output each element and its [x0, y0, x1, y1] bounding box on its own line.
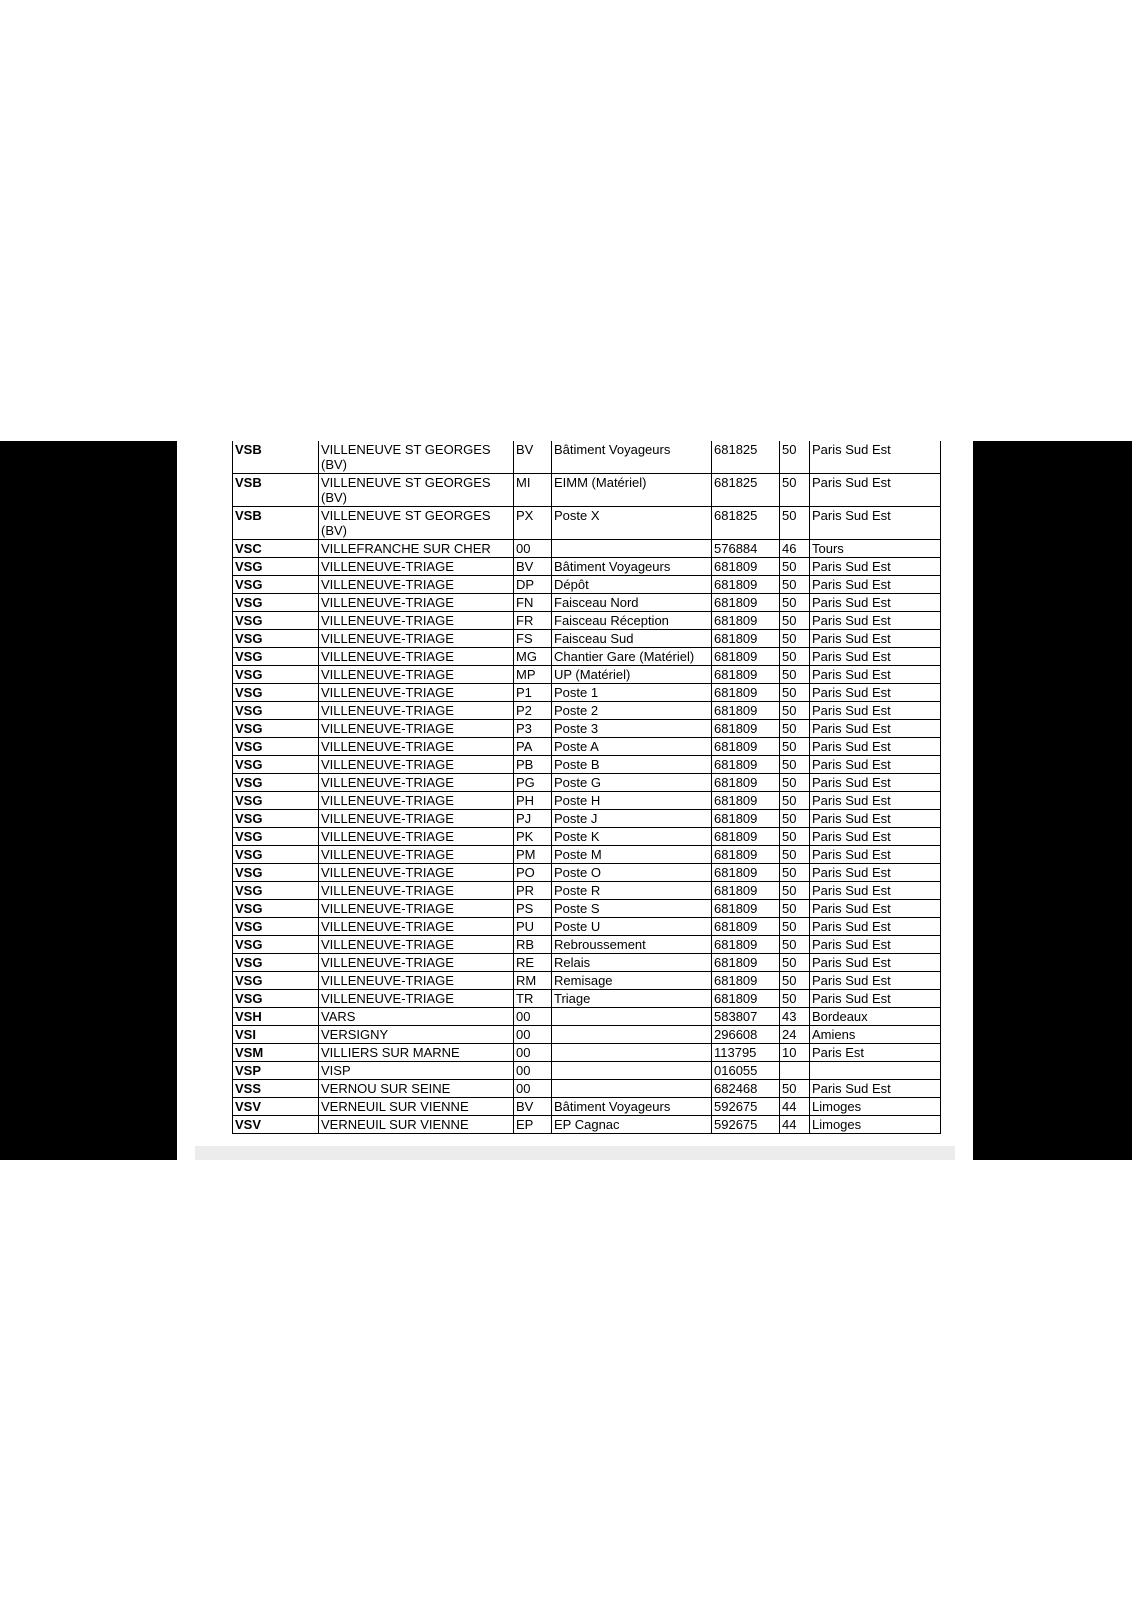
cell-region: Paris Sud Est: [810, 900, 941, 918]
cell-label: Triage: [552, 990, 712, 1008]
cell-label: [552, 1062, 712, 1080]
cell-sub-code: PO: [514, 864, 552, 882]
cell-station-name: VERSIGNY: [319, 1026, 514, 1044]
cell-region-code: 50: [780, 864, 810, 882]
cell-region: Paris Sud Est: [810, 846, 941, 864]
table-row: [233, 738, 941, 756]
table-row: [233, 612, 941, 630]
cell-station-name: VILLENEUVE-TRIAGE: [319, 684, 514, 702]
cell-station-name: VILLENEUVE-TRIAGE: [319, 990, 514, 1008]
cell-sub-code: BV: [514, 558, 552, 576]
cell-station-name: VILLENEUVE-TRIAGE: [319, 828, 514, 846]
cell-code: VSG: [233, 720, 319, 738]
cell-sub-code: PM: [514, 846, 552, 864]
cell-region-code: 50: [780, 738, 810, 756]
cell-number: 681809: [712, 954, 780, 972]
cell-region: Paris Sud Est: [810, 990, 941, 1008]
cell-station-name: VILLIERS SUR MARNE: [319, 1044, 514, 1062]
cell-region-code: 44: [780, 1116, 810, 1134]
cell-region: Paris Sud Est: [810, 702, 941, 720]
cell-region-code: 50: [780, 720, 810, 738]
cell-station-name: VILLENEUVE-TRIAGE: [319, 882, 514, 900]
cell-sub-code: 00: [514, 1044, 552, 1062]
cell-region: Paris Sud Est: [810, 630, 941, 648]
cell-sub-code: RB: [514, 936, 552, 954]
cell-code: VSG: [233, 702, 319, 720]
cell-code: VSC: [233, 540, 319, 558]
cell-code: VSG: [233, 558, 319, 576]
cell-sub-code: PJ: [514, 810, 552, 828]
cell-number: 592675: [712, 1098, 780, 1116]
cell-region-code: 50: [780, 666, 810, 684]
cell-number: 681809: [712, 720, 780, 738]
cell-sub-code: MP: [514, 666, 552, 684]
table-row: [233, 864, 941, 882]
table-row: [233, 540, 941, 558]
cell-number: 681809: [712, 918, 780, 936]
table-row: [233, 828, 941, 846]
cell-station-name: VILLENEUVE-TRIAGE: [319, 558, 514, 576]
cell-label: Bâtiment Voyageurs: [552, 1098, 712, 1116]
cell-region: Paris Sud Est: [810, 756, 941, 774]
cell-label: Poste J: [552, 810, 712, 828]
cell-region: Paris Sud Est: [810, 972, 941, 990]
cell-code: VSV: [233, 1098, 319, 1116]
cell-region-code: 50: [780, 576, 810, 594]
cell-code: VSG: [233, 828, 319, 846]
cell-number: 681809: [712, 936, 780, 954]
table-row: [233, 630, 941, 648]
cell-code: VSG: [233, 918, 319, 936]
cell-label: Poste A: [552, 738, 712, 756]
cell-number: 296608: [712, 1026, 780, 1044]
table-row: [233, 558, 941, 576]
cell-code: VSG: [233, 738, 319, 756]
cell-sub-code: PX: [514, 507, 552, 540]
cell-sub-code: P1: [514, 684, 552, 702]
cell-sub-code: PA: [514, 738, 552, 756]
cell-station-name: VILLENEUVE-TRIAGE: [319, 738, 514, 756]
cell-code: VSG: [233, 630, 319, 648]
cell-station-name: VILLENEUVE-TRIAGE: [319, 954, 514, 972]
cell-sub-code: RE: [514, 954, 552, 972]
cell-station-name: VILLENEUVE-TRIAGE: [319, 810, 514, 828]
cell-sub-code: PR: [514, 882, 552, 900]
cell-code: VSB: [233, 474, 319, 507]
cell-region-code: 50: [780, 774, 810, 792]
cell-region-code: 50: [780, 612, 810, 630]
cell-sub-code: 00: [514, 1080, 552, 1098]
cell-sub-code: PS: [514, 900, 552, 918]
cell-label: Remisage: [552, 972, 712, 990]
cell-region-code: 50: [780, 900, 810, 918]
cell-region: Paris Sud Est: [810, 864, 941, 882]
cell-code: VSG: [233, 666, 319, 684]
table-row: [233, 774, 941, 792]
table-row: [233, 702, 941, 720]
table-row: [233, 1008, 941, 1026]
cell-region: Paris Sud Est: [810, 738, 941, 756]
cell-region: Paris Sud Est: [810, 666, 941, 684]
cell-number: 681809: [712, 666, 780, 684]
cell-region-code: 50: [780, 990, 810, 1008]
cell-label: Bâtiment Voyageurs: [552, 558, 712, 576]
table-body: [233, 441, 941, 1134]
cell-region-code: 50: [780, 702, 810, 720]
cell-number: 682468: [712, 1080, 780, 1098]
cell-number: 681825: [712, 507, 780, 540]
cell-code: VSG: [233, 864, 319, 882]
cell-station-name: VILLENEUVE-TRIAGE: [319, 918, 514, 936]
cell-label: Poste R: [552, 882, 712, 900]
cell-label: [552, 1008, 712, 1026]
cell-label: [552, 1026, 712, 1044]
cell-label: Relais: [552, 954, 712, 972]
cell-region-code: 50: [780, 882, 810, 900]
cell-label: Poste U: [552, 918, 712, 936]
cell-station-name: VILLENEUVE-TRIAGE: [319, 900, 514, 918]
cell-station-name: VERNEUIL SUR VIENNE: [319, 1116, 514, 1134]
cell-label: Poste B: [552, 756, 712, 774]
cell-sub-code: P2: [514, 702, 552, 720]
cell-region-code: 50: [780, 828, 810, 846]
table-row: [233, 576, 941, 594]
cell-station-name: VILLENEUVE-TRIAGE: [319, 648, 514, 666]
cell-station-name: VILLEFRANCHE SUR CHER: [319, 540, 514, 558]
cell-number: 681809: [712, 612, 780, 630]
table-row: [233, 1026, 941, 1044]
cell-region-code: 43: [780, 1008, 810, 1026]
cell-sub-code: PG: [514, 774, 552, 792]
table-row: [233, 684, 941, 702]
cell-region-code: 50: [780, 972, 810, 990]
cell-number: 681809: [712, 648, 780, 666]
cell-region: Amiens: [810, 1026, 941, 1044]
table-row: [233, 882, 941, 900]
cell-code: VSG: [233, 684, 319, 702]
cell-region-code: 50: [780, 1080, 810, 1098]
table-row: [233, 648, 941, 666]
cell-sub-code: 00: [514, 540, 552, 558]
cell-station-name: VILLENEUVE-TRIAGE: [319, 936, 514, 954]
cell-label: Poste X: [552, 507, 712, 540]
cell-code: VSI: [233, 1026, 319, 1044]
cell-sub-code: 00: [514, 1062, 552, 1080]
cell-code: VSG: [233, 846, 319, 864]
cell-region: Paris Sud Est: [810, 936, 941, 954]
cell-station-name: VILLENEUVE-TRIAGE: [319, 756, 514, 774]
cell-number: 681809: [712, 810, 780, 828]
cell-code: VSG: [233, 792, 319, 810]
cell-station-name: VILLENEUVE-TRIAGE: [319, 576, 514, 594]
cell-label: Poste G: [552, 774, 712, 792]
cell-station-name: VILLENEUVE ST GEORGES (BV): [319, 474, 514, 507]
cell-region-code: 24: [780, 1026, 810, 1044]
cell-code: VSG: [233, 810, 319, 828]
cell-region: Paris Sud Est: [810, 558, 941, 576]
cell-number: 681809: [712, 558, 780, 576]
cell-region-code: [780, 1062, 810, 1080]
cell-code: VSG: [233, 954, 319, 972]
table-row: [233, 810, 941, 828]
cell-region: Paris Sud Est: [810, 720, 941, 738]
cell-region-code: 50: [780, 507, 810, 540]
cell-station-name: VILLENEUVE-TRIAGE: [319, 612, 514, 630]
cell-label: Poste 2: [552, 702, 712, 720]
cell-sub-code: 00: [514, 1008, 552, 1026]
table-row: [233, 720, 941, 738]
cell-region-code: 50: [780, 630, 810, 648]
cell-number: 592675: [712, 1116, 780, 1134]
cell-region: Paris Sud Est: [810, 576, 941, 594]
cell-station-name: VILLENEUVE-TRIAGE: [319, 702, 514, 720]
table-row: [233, 918, 941, 936]
table-row: [233, 474, 941, 507]
cell-code: VSH: [233, 1008, 319, 1026]
table-row: [233, 792, 941, 810]
cell-number: 681809: [712, 864, 780, 882]
table-row: [233, 1116, 941, 1134]
cell-region: Paris Sud Est: [810, 507, 941, 540]
cell-region: Tours: [810, 540, 941, 558]
cell-region-code: 50: [780, 441, 810, 474]
cell-label: UP (Matériel): [552, 666, 712, 684]
cell-sub-code: PH: [514, 792, 552, 810]
cell-station-name: VARS: [319, 1008, 514, 1026]
cell-region: Paris Sud Est: [810, 882, 941, 900]
cell-region-code: 50: [780, 792, 810, 810]
cell-sub-code: BV: [514, 1098, 552, 1116]
cell-number: 681809: [712, 990, 780, 1008]
cell-number: 681809: [712, 828, 780, 846]
cell-region-code: 50: [780, 846, 810, 864]
cell-number: 016055: [712, 1062, 780, 1080]
cell-sub-code: PK: [514, 828, 552, 846]
cell-station-name: VILLENEUVE-TRIAGE: [319, 972, 514, 990]
scan-shadow: [195, 1146, 955, 1160]
cell-number: 681809: [712, 576, 780, 594]
cell-region-code: 50: [780, 810, 810, 828]
table-row: [233, 666, 941, 684]
cell-number: 681809: [712, 594, 780, 612]
cell-code: VSG: [233, 990, 319, 1008]
cell-station-name: VILLENEUVE ST GEORGES (BV): [319, 441, 514, 474]
cell-sub-code: TR: [514, 990, 552, 1008]
cell-station-name: VILLENEUVE-TRIAGE: [319, 594, 514, 612]
cell-code: VSG: [233, 612, 319, 630]
cell-region: Paris Sud Est: [810, 1080, 941, 1098]
cell-number: 113795: [712, 1044, 780, 1062]
table-row: [233, 1080, 941, 1098]
table-row: [233, 507, 941, 540]
cell-region-code: 50: [780, 474, 810, 507]
cell-region: Paris Sud Est: [810, 594, 941, 612]
cell-number: 576884: [712, 540, 780, 558]
cell-code: VSG: [233, 900, 319, 918]
cell-region-code: 50: [780, 756, 810, 774]
cell-region: Paris Sud Est: [810, 792, 941, 810]
cell-number: 681809: [712, 774, 780, 792]
cell-region: Paris Est: [810, 1044, 941, 1062]
cell-label: Bâtiment Voyageurs: [552, 441, 712, 474]
cell-code: VSS: [233, 1080, 319, 1098]
table-row: [233, 900, 941, 918]
cell-region: Paris Sud Est: [810, 684, 941, 702]
cell-station-name: VILLENEUVE ST GEORGES (BV): [319, 507, 514, 540]
cell-station-name: VILLENEUVE-TRIAGE: [319, 774, 514, 792]
cell-label: Poste S: [552, 900, 712, 918]
cell-sub-code: P3: [514, 720, 552, 738]
cell-label: Faisceau Réception: [552, 612, 712, 630]
cell-label: Faisceau Nord: [552, 594, 712, 612]
cell-code: VSG: [233, 756, 319, 774]
cell-sub-code: PB: [514, 756, 552, 774]
cell-station-name: VERNEUIL SUR VIENNE: [319, 1098, 514, 1116]
cell-label: EIMM (Matériel): [552, 474, 712, 507]
cell-region: Paris Sud Est: [810, 918, 941, 936]
cell-number: 681809: [712, 684, 780, 702]
table-row: [233, 594, 941, 612]
cell-code: VSB: [233, 507, 319, 540]
cell-sub-code: MI: [514, 474, 552, 507]
cell-code: VSG: [233, 594, 319, 612]
cell-number: 681809: [712, 702, 780, 720]
cell-region: Paris Sud Est: [810, 648, 941, 666]
cell-station-name: VILLENEUVE-TRIAGE: [319, 666, 514, 684]
table-row: [233, 936, 941, 954]
document-sheet: [177, 441, 973, 1160]
cell-label: Dépôt: [552, 576, 712, 594]
cell-number: 583807: [712, 1008, 780, 1026]
cell-number: 681809: [712, 846, 780, 864]
cell-number: 681809: [712, 792, 780, 810]
cell-label: Faisceau Sud: [552, 630, 712, 648]
cell-code: VSP: [233, 1062, 319, 1080]
cell-label: Chantier Gare (Matériel): [552, 648, 712, 666]
cell-label: Poste 1: [552, 684, 712, 702]
table-row: [233, 1098, 941, 1116]
table-row: [233, 972, 941, 990]
cell-region-code: 50: [780, 918, 810, 936]
cell-label: Poste 3: [552, 720, 712, 738]
cell-label: Poste H: [552, 792, 712, 810]
cell-sub-code: RM: [514, 972, 552, 990]
cell-region: Paris Sud Est: [810, 774, 941, 792]
cell-label: Poste M: [552, 846, 712, 864]
cell-region-code: 50: [780, 594, 810, 612]
cell-region-code: 50: [780, 954, 810, 972]
cell-sub-code: PU: [514, 918, 552, 936]
cell-number: 681809: [712, 756, 780, 774]
table-row: [233, 756, 941, 774]
table-row: [233, 1062, 941, 1080]
cell-region: [810, 1062, 941, 1080]
cell-sub-code: FR: [514, 612, 552, 630]
cell-sub-code: EP: [514, 1116, 552, 1134]
cell-region-code: 50: [780, 648, 810, 666]
cell-code: VSG: [233, 972, 319, 990]
cell-label: Poste K: [552, 828, 712, 846]
cell-region: Limoges: [810, 1098, 941, 1116]
cell-number: 681809: [712, 738, 780, 756]
cell-region: Paris Sud Est: [810, 810, 941, 828]
cell-label: Poste O: [552, 864, 712, 882]
cell-label: EP Cagnac: [552, 1116, 712, 1134]
cell-number: 681809: [712, 630, 780, 648]
cell-code: VSG: [233, 576, 319, 594]
cell-code: VSV: [233, 1116, 319, 1134]
cell-station-name: VILLENEUVE-TRIAGE: [319, 792, 514, 810]
cell-region-code: 50: [780, 936, 810, 954]
cell-number: 681809: [712, 900, 780, 918]
cell-code: VSG: [233, 882, 319, 900]
cell-region: Paris Sud Est: [810, 954, 941, 972]
cell-sub-code: FS: [514, 630, 552, 648]
cell-station-name: VERNOU SUR SEINE: [319, 1080, 514, 1098]
cell-sub-code: BV: [514, 441, 552, 474]
cell-region: Paris Sud Est: [810, 474, 941, 507]
cell-sub-code: MG: [514, 648, 552, 666]
table-row: [233, 441, 941, 474]
cell-region: Paris Sud Est: [810, 612, 941, 630]
cell-label: [552, 540, 712, 558]
cell-station-name: VILLENEUVE-TRIAGE: [319, 864, 514, 882]
cell-region: Paris Sud Est: [810, 828, 941, 846]
cell-region: Paris Sud Est: [810, 441, 941, 474]
cell-label: Rebroussement: [552, 936, 712, 954]
cell-region-code: 50: [780, 684, 810, 702]
cell-station-name: VILLENEUVE-TRIAGE: [319, 846, 514, 864]
cell-label: [552, 1080, 712, 1098]
cell-label: [552, 1044, 712, 1062]
table-row: [233, 1044, 941, 1062]
cell-code: VSG: [233, 648, 319, 666]
cell-number: 681809: [712, 972, 780, 990]
cell-region-code: 46: [780, 540, 810, 558]
cell-sub-code: 00: [514, 1026, 552, 1044]
cell-station-name: VILLENEUVE-TRIAGE: [319, 720, 514, 738]
cell-code: VSM: [233, 1044, 319, 1062]
cell-number: 681825: [712, 474, 780, 507]
cell-number: 681809: [712, 882, 780, 900]
table-row: [233, 954, 941, 972]
cell-region: Limoges: [810, 1116, 941, 1134]
cell-station-name: VILLENEUVE-TRIAGE: [319, 630, 514, 648]
cell-region-code: 44: [780, 1098, 810, 1116]
cell-sub-code: FN: [514, 594, 552, 612]
station-code-table: [232, 441, 941, 1134]
cell-code: VSG: [233, 774, 319, 792]
cell-region-code: 50: [780, 558, 810, 576]
cell-region-code: 10: [780, 1044, 810, 1062]
table-row: [233, 990, 941, 1008]
cell-code: VSB: [233, 441, 319, 474]
cell-number: 681825: [712, 441, 780, 474]
cell-station-name: VISP: [319, 1062, 514, 1080]
cell-sub-code: DP: [514, 576, 552, 594]
cell-code: VSG: [233, 936, 319, 954]
table-row: [233, 846, 941, 864]
cell-region: Bordeaux: [810, 1008, 941, 1026]
